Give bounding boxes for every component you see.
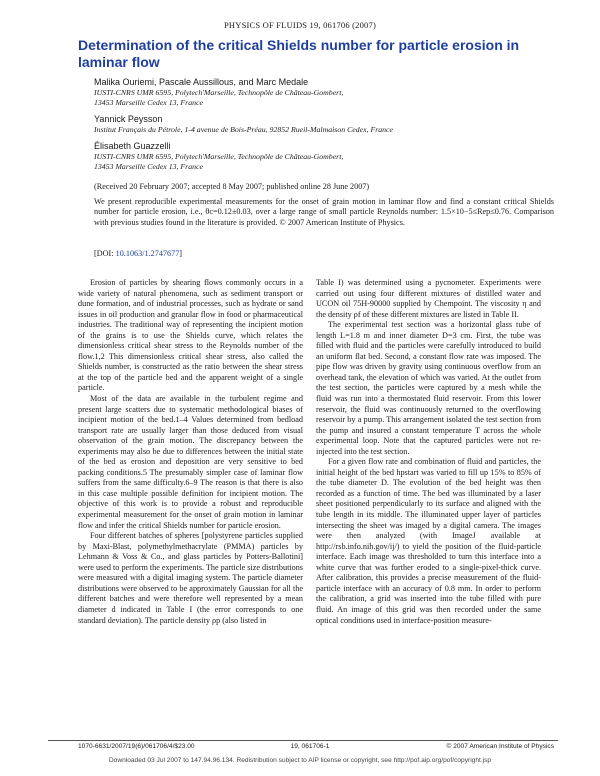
paragraph: Four different batches of spheres [polystyrene particles supplied by Maxi-Blast, polymethylmethacrylate (PMMA) particles by Lehmann & Voss & Co., and glass particles by Potters-Ballotini] were used to perform the experiments. The particle size distributions were measured with a digital imaging system. The particle diameter distributions were observed to be approximately Gaussian for all the different batches and were therefore well represented by a mean diameter d indicated in Table I (the error corresponds to one standard deviation). The particle density ρp (also listed in [78,531,303,625]
download-notice: Downloaded 03 Jul 2007 to 147.94.96.134. Redistribution subject to AIP license or copyright, see http://pof.aip.org/pof/copyright.jsp [108,757,492,764]
paragraph: Most of the data are available in the turbulent regime and present large scatters due to systematic methodological biases of incipient motion of the bed.1–4 Values determined from bedload transport rate are usually larger than those deduced from visual observation of the grain motion. The discrepancy between the experiments may also be due to differences between the initial state of the bed as erosion and deposition are very sensitive to bed packing conditions.5 The presumably simpler case of laminar flow suffers from the same difficulty.6–9 The reason is that there is also in this case multiple possible definition for incipient motion. The objective of this work is to provide a robust and reproducible experimental measurement for the onset of grain motion in laminar flow and infer the critical Shields number for particle erosion. [78,394,303,530]
paragraph: Table I) was determined using a pycnometer. Experiments were carried out using four different mixtures of distilled water and UCON oil 75H-90000 supplied by Chempoint. The viscosity η and the density ρf of these different mixtures are listed in Table II. [316,278,541,319]
abstract: We present reproducible experimental measurements for the onset of grain motion in laminar flow and find a constant critical Shields number for particle erosion, i.e., θc=0.12±0.03, over a large range of small particle Reynolds number: 1.5×10−5≤Rep≤0.76. Comparison with previous studies found in the literature is provided. © 2007 American Institute of Physics. [94,197,554,227]
author-names: Malika Ouriemi, Pascale Aussillous, and Marc Medale [94,77,309,87]
doi-line [94,249,182,258]
affiliation: 13453 Marseille Cedex 13, France [94,162,203,171]
author-group-3 [94,141,554,172]
affiliation: 13453 Marseille Cedex 13, France [94,98,203,107]
footer-code: 1070-6631/2007/19(6)/061706/4/$23.00 [78,743,195,750]
body-column-left [78,278,303,626]
affiliation: Institut Français du Pétrole, 1-4 avenue de Bois-Préau, 92852 Rueil-Malmaison Cedex, France [94,125,393,134]
footer-rule [48,740,558,741]
received-dates: (Received 20 February 2007; accepted 8 May 2007; published online 28 June 2007) [94,182,370,191]
footer-page-number: 19, 061706-1 [290,743,330,750]
journal-header: PHYSICS OF FLUIDS 19, 061706 (2007) [224,20,376,30]
doi-prefix: [DOI: [94,249,116,258]
author-list [94,77,554,178]
paragraph: For a given flow rate and combination of fluid and particles, the initial height of the bed hpstart was varied to fill up 15% to 85% of the tube diameter D. The evolution of the bed height was then recorded as a function of time. The bed was illuminated by a laser sheet positioned perpendicularly to its surface and aligned with the tube length in its middle. The illuminated upper layer of particles intersecting the sheet was imaged by a digital camera. The images were then analyzed (with ImageJ available at http://rsb.info.nih.gov/ij/) to yield the position of the fluid-particle interface. Each image was thresholded to turn this interface into a white curve that was further eroded to a single-pixel-thick curve. After calibration, this provides a precise measurement of the fluid-particle interface with an accuracy of 0.8 mm. In order to perform the calibration, a grid was inserted into the tube filled with pure fluid. An image of this grid was then recorded under the same optical conditions used in interface-position measure- [316,457,541,625]
affiliation: IUSTI-CNRS UMR 6595, Polytech'Marseille, Technopôle de Château-Gombert, [94,88,344,97]
doi-link[interactable]: 10.1063/1.2747677 [115,249,180,258]
article-title: Determination of the critical Shields number for particle erosion in laminar flow [78,37,520,70]
author-names: Yannick Peysson [94,114,163,124]
affiliation: IUSTI-CNRS UMR 6595, Polytech'Marseille, Technopôle de Château-Gombert, [94,152,344,161]
paragraph: Erosion of particles by shearing flows commonly occurs in a wide variety of natural phenomena, such as sediment transport or dune formation, and of industrial processes, such as hydrate or sand issues in oil production and granular flow in food or pharmaceutical industries. The traditional way of representing the incipient motion of the grains is to use the Shields curve, which relates the dimensionless critical shear stress to the Reynolds number of the flow.1,2 This dimensionless critical shear stress, also called the Shields number, is constructed as the ratio between the shear stress at the top of the particle bed and the apparent weight of a single particle. [78,278,303,393]
body-column-right [316,278,541,626]
footer-copyright: © 2007 American Institute of Physics [446,743,554,750]
author-group-1 [94,77,554,108]
paragraph: The experimental test section was a horizontal glass tube of length L=1.8 m and inner diameter D=3 cm. First, the tube was filled with fluid and the particles were carefully introduced to build an uniform flat bed. Second, a constant flow rate was imposed. The pipe flow was driven by gravity using continuous overflow from an overhead tank, the elevation of which was varied. At the outlet from the test section, the particles were captured by a mesh while the fluid was run into a thermostated fluid reservoir. From this lower reservoir, the fluid was continuously returned to the overflowing reservoir by a pump. This arrangement isolated the test section from the pump and insured a constant temperature T across the whole experimental loop. Note that the captured particles were not re-injected into the test section. [316,320,541,456]
author-group-2 [94,114,554,135]
doi-suffix: ] [179,249,183,258]
author-names: Élisabeth Guazzelli [94,141,171,151]
